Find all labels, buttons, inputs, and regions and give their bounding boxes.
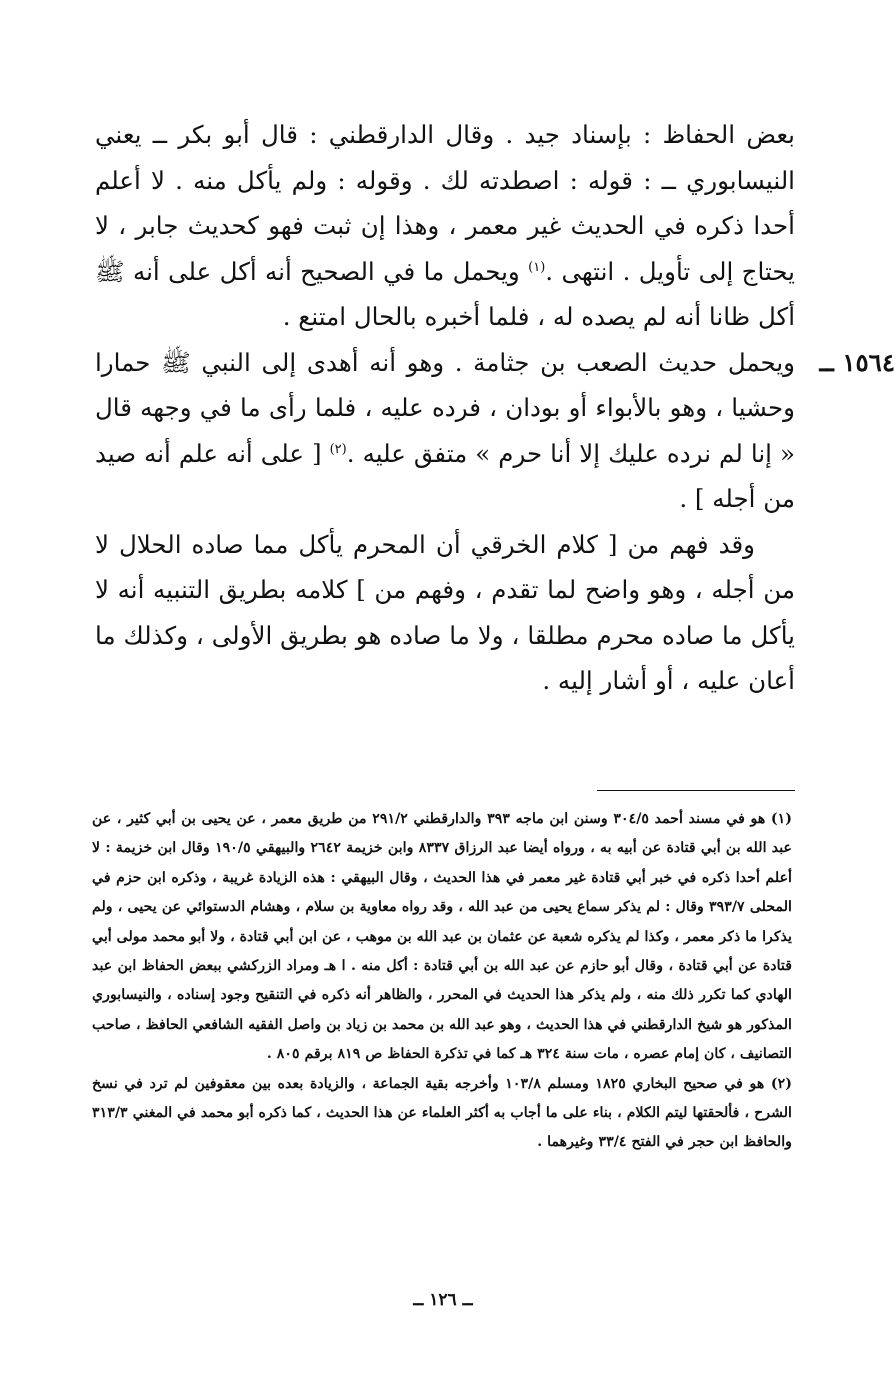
paragraph-number: ١٥٦٤ ــ <box>819 347 895 377</box>
footnotes <box>92 805 792 1158</box>
intro-paragraph <box>95 112 795 340</box>
main-text <box>95 112 895 704</box>
item-text: ويحمل حديث الصعب بن جثامة . وهو أنه أهدى إلى النبي ﷺ حمارا وحشيا ، وهو بالأبواء أو بودان ، فرده عليه ، فلما رأى ما في وجهه قال « إنا لم نرده عليك إلا أنا حرم » متفق عليه . <box>95 347 795 468</box>
footnote-ref-2[interactable]: (٢) <box>329 441 347 457</box>
page-number: ــ ١٢٦ ــ <box>413 1290 473 1310</box>
item-tail: [ على أنه علم أنه صيد من أجله ] . <box>95 438 795 513</box>
footnote-2: (٢) هو في صحيح البخاري ١٨٢٥ ومسلم ١٠٣/٨ وأخرجه بقية الجماعة ، والزيادة بعده بين معقوفين لم ترد في نسخ الشرح ، فألحقتها ليتم الكلام ، بناء على ما أجاب به أكثر العلماء عن هذا الحديث ، كما ذكره أبو محمد في المغني ٣١٣/٣ والحافظ ابن حجر في الفتح ٣٣/٤ وغيرهما . <box>92 1075 792 1151</box>
intro-tail: ويحمل ما في الصحيح أنه أكل على أنه ﷺ أكل ظانا أنه لم يصده له ، فلما أخبره بالحال امتنع . <box>95 256 795 331</box>
numbered-paragraph <box>95 340 895 522</box>
footnote-divider <box>597 790 795 791</box>
intro-text: بعض الحفاظ : بإسناد جيد . وقال الدارقطني : قال أبو بكر ــ يعني النيسابوري ــ : قوله : اصطدته لك . وقوله : ولم يأكل منه . لا أعلم أحدا ذكره في الحديث غير معمر ، وهذا إن ثبت فهو كحديث جابر ، لا يحتاج إلى تأويل . انتهى . <box>95 120 795 286</box>
commentary-paragraph: وقد فهم من [ كلام الخرقي أن المحرم يأكل مما صاده الحلال لا من أجله ، وهو واضح لما تقدم ، وفهم من ] كلامه بطريق التنبيه أنه لا يأكل ما صاده محرم مطلقا ، ولا ما صاده هو بطريق الأولى ، وكذلك ما أعان عليه ، أو أشار إليه . <box>95 529 795 695</box>
footnote-1: (١) هو في مسند أحمد ٣٠٤/٥ وسنن ابن ماجه ٣٩٣ والدارقطني ٢٩١/٢ من طريق معمر ، عن يحيى بن أبي كثير ، عن عبد الله بن أبي قتادة عن أبيه به ، ورواه أيضا عبد الرزاق ٨٣٣٧ وابن خزيمة ٢٦٤٢ والبيهقي ١٩٠/٥ وقال ابن خزيمة : لا أعلم أحدا ذكره في خبر أبي قتادة غير معمر في هذا الحديث ، وقال البيهقي : هذه الزيادة غريبة ، وذكره ابن حزم في المحلى ٣٩٣/٧ وقال : لم يذكر سماع يحيى من عبد الله ، وقد رواه معاوية بن سلام ، وهشام الدستوائي عن يحيى ، ولم يذكرا ما ذكر معمر ، وكذا لم يذكره شعبة عن عثمان بن عبد الله بن موهب ، عن ابن أبي قتادة ، ولا أبو محمد مولى أبي قتادة عن أبي قتادة ، وقال أبو حازم عن عبد الله بن أبي قتادة : أكل منه . ا هـ ومراد الزركشي ببعض الحفاظ ابن عبد الهادي كما تكرر ذلك منه ، ولم يذكر هذا الحديث في المحرر ، والظاهر أنه ذكره في التنقيح وجود إسناده ، والنيسابوري المذكور هو شيخ الدارقطني في هذا الحديث ، وهو عبد الله بن محمد بن زياد بن واصل الفقيه الشافعي الحافظ ، صاحب التصانيف ، كان إمام عصره ، مات سنة ٣٢٤ هـ كما في تذكرة الحفاظ ص ٨١٩ برقم ٨٠٥ . <box>92 811 792 1063</box>
footnote-ref-1[interactable]: (١) <box>528 259 546 275</box>
